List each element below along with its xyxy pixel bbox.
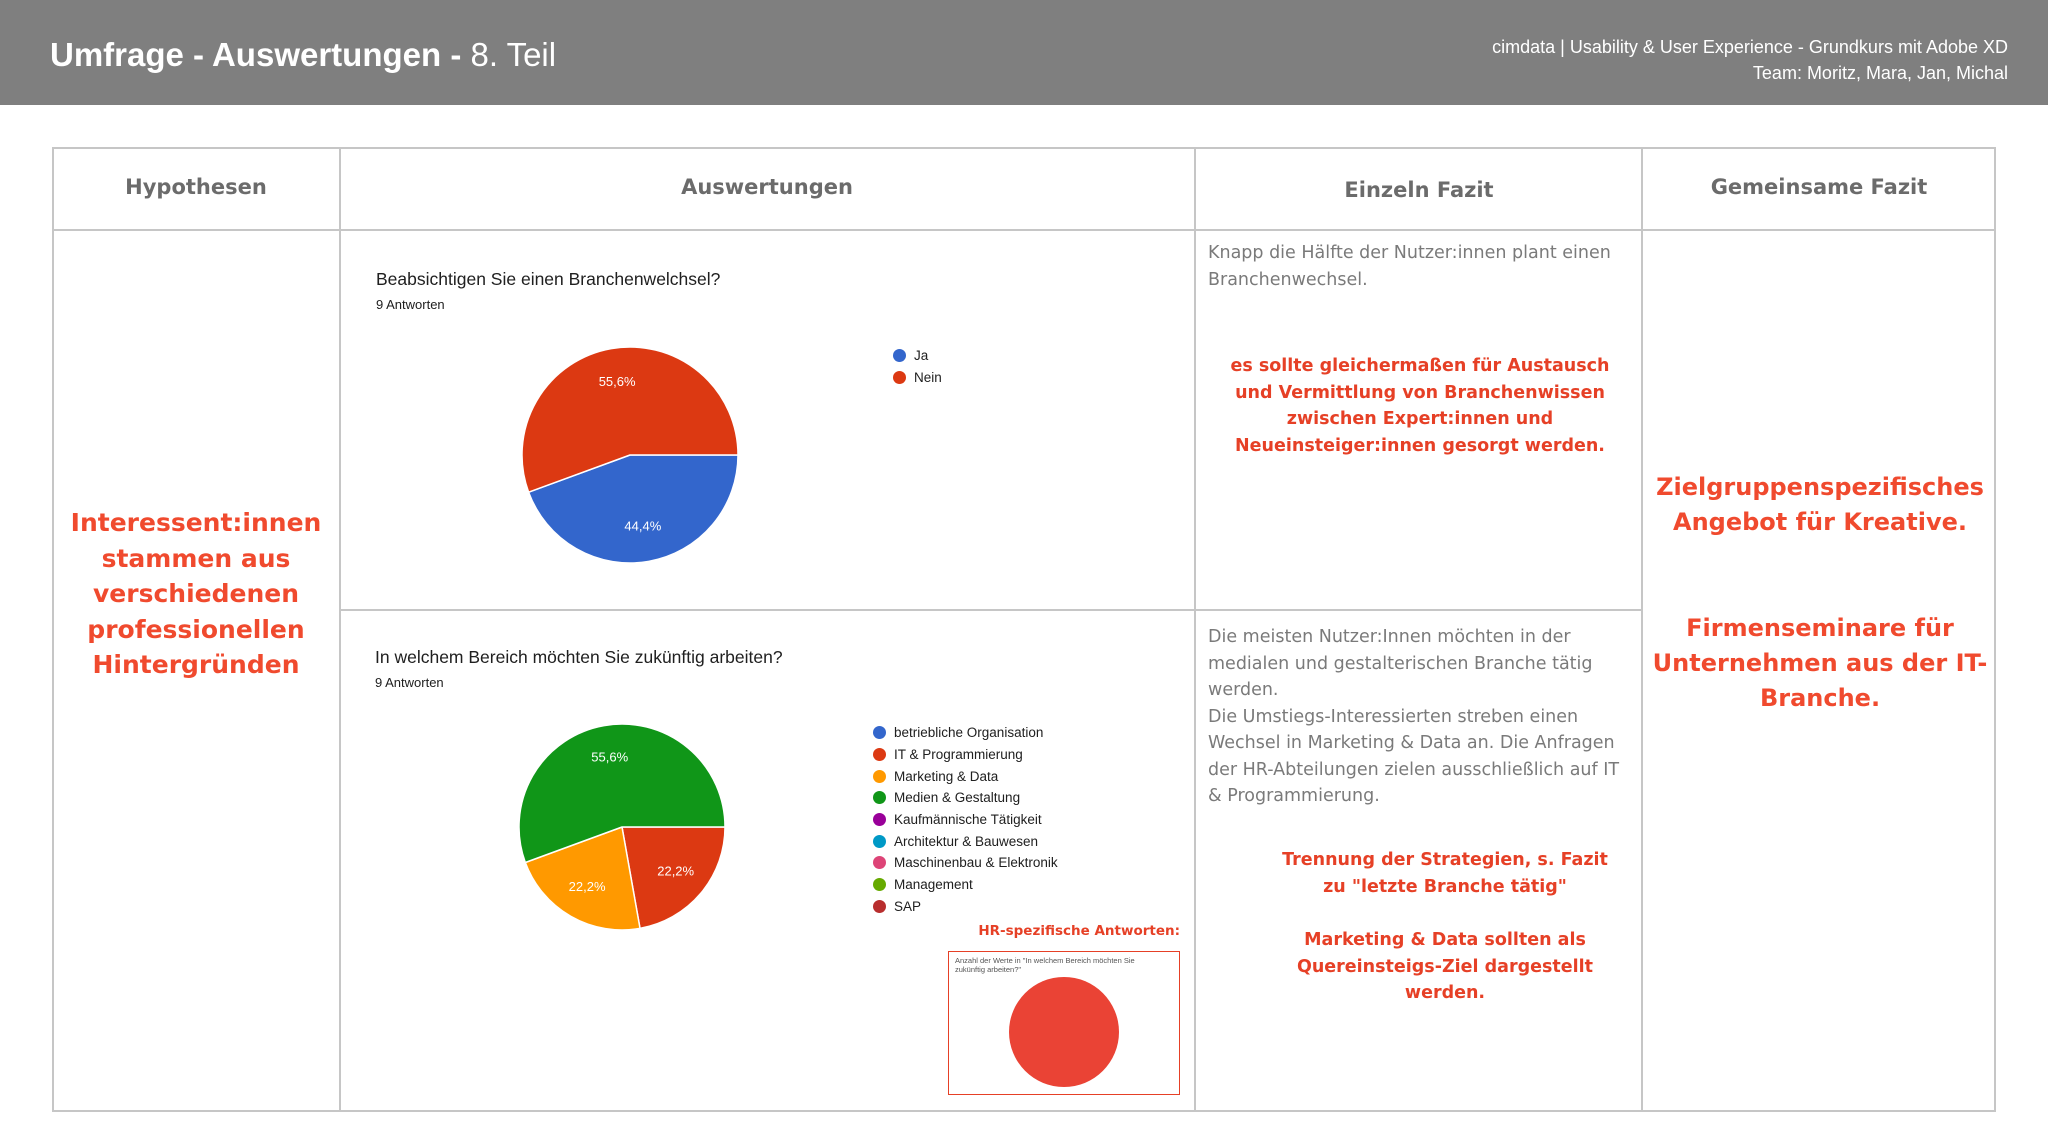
legend-swatch (873, 748, 886, 761)
legend-item (873, 744, 1058, 766)
chart1-title: Beabsichtigen Sie einen Branchenwelchsel? (376, 269, 721, 289)
hr-pie-slice (1009, 977, 1119, 1087)
column-header-hypothesen: Hypothesen (125, 175, 267, 199)
row-divider (339, 609, 1643, 611)
fazit1-text: Knapp die Hälfte der Nutzer:innen plant einen Branchenwechsel. (1208, 243, 1611, 290)
legend-label: Ja (914, 348, 929, 364)
legend-label: Management (894, 877, 973, 893)
course-info (1492, 34, 2008, 86)
chart2-title: In welchem Bereich möchten Sie zukünftig arbeiten? (375, 647, 783, 667)
chart2-subtitle: 9 Antworten (375, 675, 444, 690)
legend-label: Marketing & Data (894, 768, 999, 784)
legend-item (873, 809, 1058, 831)
column-divider (339, 147, 341, 1112)
column-header-auswertungen: Auswertungen (681, 175, 853, 199)
pie-data-label: 55,6% (591, 749, 629, 765)
page-title (50, 36, 556, 74)
pie-data-label: 55,6% (598, 374, 636, 390)
fazit2-text: Die meisten Nutzer:Innen möchten in der medialen und gestalterischen Branche tätig werden. Die Umstiegs-Interessierten streben einen Wechsel in Marketing & Data an. Die Anfragen der HR-Abteilungen zielen ausschließlich auf IT & Programmierung. (1208, 627, 1620, 806)
legend-label: Medien & Gestaltung (894, 790, 1021, 806)
legend-swatch (873, 791, 886, 804)
legend-item (873, 787, 1058, 809)
fazit1-recommendation: es sollte gleichermaßen für Austausch und Vermittlung von Branchenwissen zwischen Expert:innen und Neueinsteiger:innen gesorgt werden. (1230, 356, 1610, 456)
legend-swatch (893, 349, 906, 362)
legend-label: Kaufmännische Tätigkeit (894, 812, 1042, 828)
pie-data-label: 22,2% (568, 879, 606, 895)
team-names: Team: Moritz, Mara, Jan, Michal (1752, 63, 2008, 83)
title-bar (0, 0, 2048, 105)
hr-chart (948, 951, 1180, 1095)
legend-swatch (873, 856, 886, 869)
legend-swatch (873, 878, 886, 891)
hr-label: HR-spezifische Antworten: (978, 923, 1180, 939)
column-header-gemeinsame-fazit: Gemeinsame Fazit (1710, 175, 1928, 199)
pie-data-label: 44,4% (624, 518, 662, 534)
legend-item (873, 765, 1058, 787)
column-divider (1641, 147, 1643, 1112)
fazit2-recommendation-1: Trennung der Strategien, s. Fazit zu "letzte Branche tätig" (1282, 850, 1608, 897)
legend-swatch (873, 726, 886, 739)
legend-swatch (873, 900, 886, 913)
legend-label: IT & Programmierung (894, 747, 1023, 763)
chart2-legend (873, 722, 1058, 917)
legend-swatch (873, 770, 886, 783)
chart1-legend (893, 345, 942, 388)
course-name: cimdata | Usability & User Experience - Grundkurs mit Adobe XD (1492, 37, 2008, 57)
column-header-einzeln-fazit: Einzeln Fazit (1344, 178, 1494, 202)
page-title-bold: Umfrage - Auswertungen - (50, 36, 462, 73)
gemeinsam-fazit-2: Firmenseminare für Unternehmen aus der IT-Branche. (1652, 614, 1988, 712)
legend-item (873, 874, 1058, 896)
legend-swatch (873, 835, 886, 848)
chart1-pie (522, 347, 738, 563)
hr-chart-caption: Anzahl der Werte in "In welchem Bereich möchten Sie zukünftig arbeiten?" (955, 956, 1135, 974)
gemeinsam-fazit-1: Zielgruppenspezifisches Angebot für Kreative. (1656, 473, 1984, 536)
legend-item (893, 345, 942, 367)
legend-item (873, 896, 1058, 918)
header-divider (52, 229, 1996, 231)
legend-item (873, 722, 1058, 744)
chart2-pie (519, 724, 725, 930)
hypothesis-text: Interessent:innen stammen aus verschiedenen professionellen Hintergründen (70, 508, 322, 679)
legend-label: betriebliche Organisation (894, 725, 1044, 741)
page-title-part: 8. Teil (470, 36, 557, 73)
fazit2-recommendation-2: Marketing & Data sollten als Quereinsteigs-Ziel dargestellt werden. (1296, 930, 1594, 1003)
column-divider (1194, 147, 1196, 1112)
pie-data-label: 22,2% (657, 863, 695, 879)
chart1-subtitle: 9 Antworten (376, 297, 445, 312)
legend-item (873, 852, 1058, 874)
legend-swatch (893, 371, 906, 384)
legend-item (893, 367, 942, 389)
legend-label: SAP (894, 898, 922, 914)
legend-item (873, 830, 1058, 852)
legend-label: Maschinenbau & Elektronik (894, 855, 1058, 871)
legend-swatch (873, 813, 886, 826)
legend-label: Architektur & Bauwesen (894, 833, 1039, 849)
legend-label: Nein (914, 370, 942, 386)
